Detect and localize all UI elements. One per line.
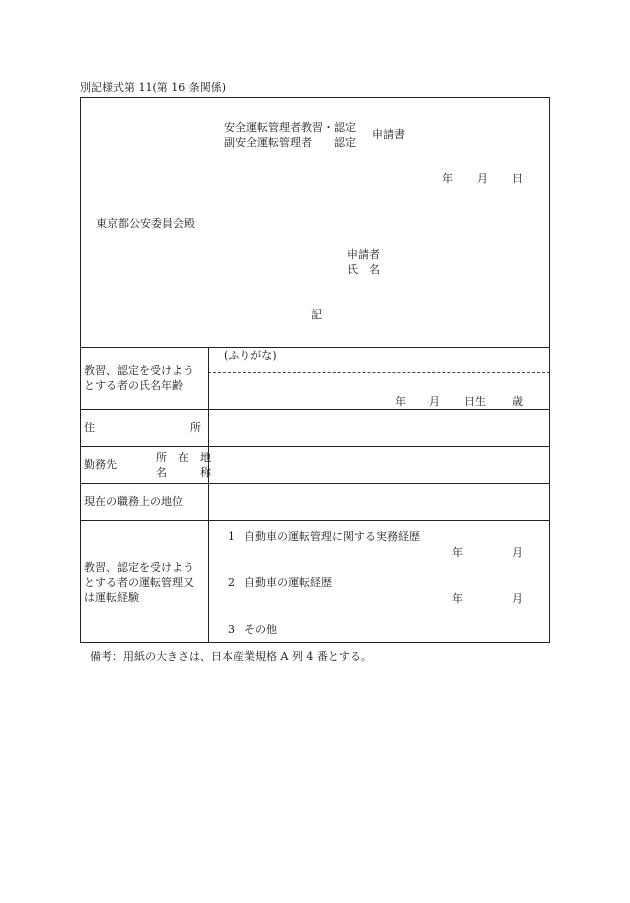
experience-item-1-year: 年 [452, 546, 463, 559]
row-divider [80, 347, 550, 348]
workplace-location-label: 所 在 地 [156, 451, 211, 464]
experience-item-1: 自動車の運転管理に関する実務経歴 [244, 530, 420, 543]
title-line-1: 安全運転管理者教習・認定 [224, 121, 356, 134]
experience-label-3: は運転経験 [84, 591, 139, 604]
experience-item-2-year: 年 [452, 592, 463, 605]
workplace-label: 勤務先 [84, 458, 117, 471]
experience-label-1: 教習、認定を受けよう [84, 561, 194, 574]
experience-item-3: その他 [244, 623, 277, 636]
experience-item-2-month: 月 [512, 592, 523, 605]
ki-label: 記 [311, 308, 322, 321]
addressee: 東京都公安委員会殿 [96, 217, 195, 230]
workplace-name-label: 名 称 [156, 466, 211, 479]
title-suffix: 申請書 [372, 128, 405, 141]
address-label-left: 住 [84, 421, 95, 434]
birth-day: 日生 [464, 395, 486, 408]
position-label: 現在の職務上の地位 [84, 495, 183, 508]
row-divider [80, 446, 550, 447]
applicant-label: 申請者 [347, 248, 380, 261]
name-age-label-2: とする者の氏名年齢 [84, 379, 183, 392]
experience-item-2: 自動車の運転経歴 [244, 576, 332, 589]
furigana-divider [208, 372, 550, 373]
name-age-label-1: 教習、認定を受けよう [84, 364, 194, 377]
title-line-2: 副安全運転管理者 認定 [224, 136, 356, 149]
furigana-label: (ふりがな) [224, 349, 277, 362]
column-divider [208, 347, 209, 643]
experience-item-1-num: 1 [228, 530, 235, 543]
birth-month: 月 [429, 395, 440, 408]
form-number: 別記様式第 11(第 16 条関係) [80, 81, 227, 94]
birth-year: 年 [395, 395, 406, 408]
experience-item-2-num: 2 [228, 576, 235, 589]
address-label-right: 所 [190, 421, 201, 434]
experience-item-1-month: 月 [512, 546, 523, 559]
row-divider [80, 483, 550, 484]
footer-note: 備考：用紙の大きさは、日本産業規格 A 列 4 番とする。 [90, 650, 372, 663]
date-month: 月 [477, 172, 488, 185]
applicant-name-label: 氏 名 [347, 263, 380, 276]
row-divider [80, 409, 550, 410]
experience-label-2: とする者の運転管理又 [84, 576, 194, 589]
age-label: 歳 [512, 395, 523, 408]
experience-item-3-num: 3 [228, 623, 235, 636]
date-day: 日 [512, 172, 523, 185]
date-year: 年 [442, 172, 453, 185]
row-divider [80, 520, 550, 521]
